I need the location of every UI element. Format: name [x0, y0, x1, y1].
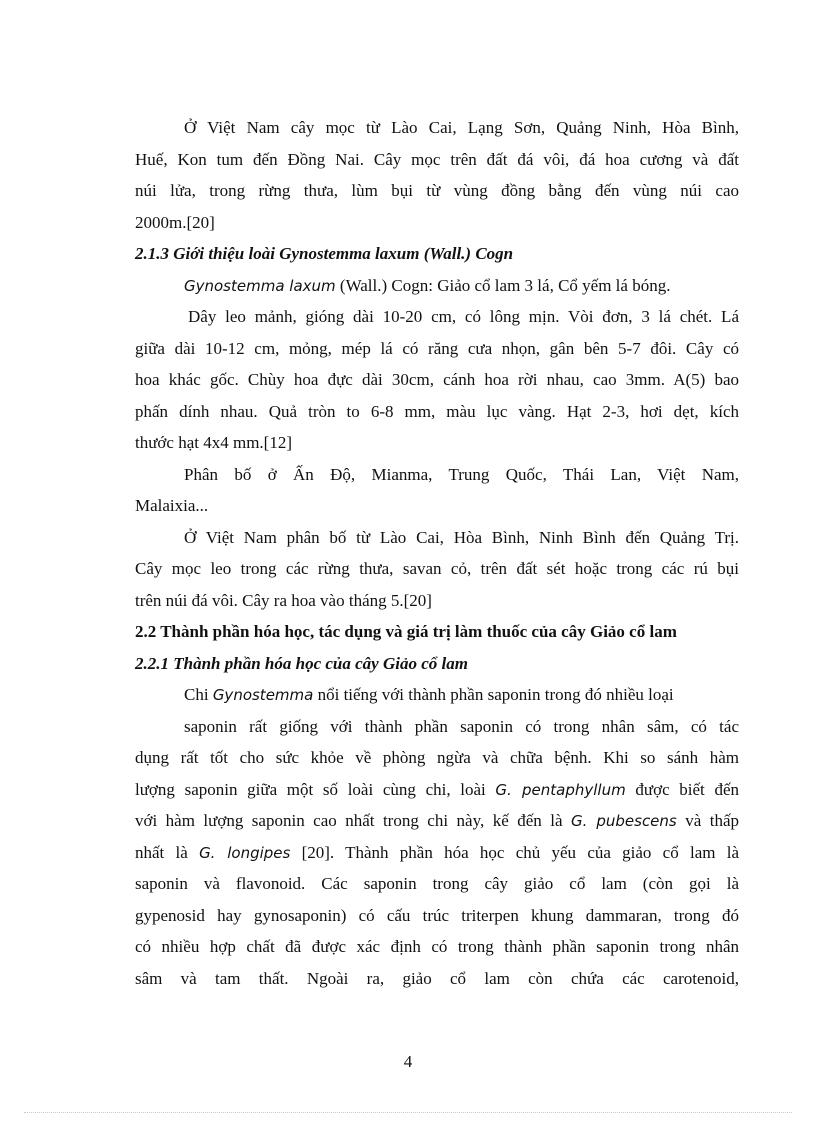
genus-name-italic: Gynostemma — [212, 686, 314, 704]
page-bottom-divider — [24, 1112, 792, 1113]
heading-2-2-1: 2.2.1 Thành phần hóa học của cây Giảo cổ lam — [135, 653, 468, 673]
paragraph-species-name — [135, 270, 739, 302]
heading-2-1-3-species: Gynostemma laxum (Wall.) Cogn — [279, 244, 514, 263]
paragraph-chemistry-line5 — [135, 837, 739, 869]
page-number: 4 — [403, 1052, 413, 1071]
paragraph-vn-range-line2: Cây mọc leo trong các rừng thưa, savan cỏ, trên đất sét hoặc trong các rú bụi — [135, 559, 739, 578]
species-pentaphyllum: G. pentaphyllum — [495, 780, 626, 799]
paragraph-distribution-line2: Malaixia... — [135, 496, 209, 515]
page-body — [135, 112, 739, 994]
chemistry-line3-c: được biết đến — [625, 779, 739, 799]
paragraph-vietnam-distribution-line2: Huế, Kon tum đến Đồng Nai. Cây mọc trên đất đá vôi, đá hoa cương và đất — [135, 149, 739, 169]
heading-2-1-3-prefix: 2.1.3 Giới thiệu loài — [135, 244, 280, 263]
chemistry-line3-a: lượng saponin giữa một số loài cùng chi, loài — [135, 779, 496, 799]
paragraph-chemistry-line4 — [135, 805, 739, 837]
paragraph-description-line4: phấn dính nhau. Quả tròn to 6-8 mm, màu lục vàng. Hạt 2-3, hơi dẹt, kích — [135, 401, 739, 421]
species-longipes: G. longipes — [199, 843, 291, 862]
paragraph-description-line5: thước hạt 4x4 mm.[12] — [135, 433, 293, 452]
paragraph-vietnam-distribution-line4: 2000m.[20] — [135, 212, 215, 232]
paragraph-vietnam-distribution-line1: Ở Việt Nam cây mọc từ Lào Cai, Lạng Sơn, Quảng Ninh, Hòa Bình, — [184, 118, 739, 137]
paragraph-chemistry-line2: dụng rất tốt cho sức khỏe về phòng ngừa và chữa bệnh. Khi so sánh hàm — [135, 748, 739, 767]
heading-2-2: 2.2 Thành phần hóa học, tác dụng và giá trị làm thuốc của cây Giảo cổ lam — [135, 622, 677, 641]
paragraph-description-line3: hoa khác gốc. Chùy hoa đực dài 30cm, cánh hoa rời nhau, cao 3mm. A(5) bao — [135, 370, 739, 389]
paragraph-chemistry-line7: gypenosid hay gynosaponin) có cấu trúc triterpen khung dammaran, trong đó — [135, 905, 739, 925]
species-name-italic: Gynostemma laxum — [184, 276, 336, 295]
chemistry-line5-c: [20]. Thành phần hóa học chủ yếu của giảo cổ lam là — [290, 842, 739, 862]
paragraph-chemistry-intro — [135, 679, 739, 711]
paragraph-vietnam-distribution-line3: núi lửa, trong rừng thưa, lùm bụi từ vùng đồng bằng đến vùng núi cao — [135, 181, 739, 200]
paragraph-distribution-line1: Phân bố ở Ấn Độ, Mianma, Trung Quốc, Thái Lan, Việt Nam, — [184, 464, 739, 484]
paragraph-description-line1: Dây leo mảnh, gióng dài 10-20 cm, có lông mịn. Vòi đơn, 3 lá chét. Lá — [188, 307, 739, 326]
paragraph-chemistry-line1: saponin rất giống với thành phần saponin có trong nhân sâm, có tác — [184, 716, 739, 736]
paragraph-chemistry-line3 — [135, 774, 739, 806]
paragraph-description-line2: giữa dài 10-12 cm, mỏng, mép lá có răng cưa nhọn, gân bên 5-7 đôi. Cây có — [135, 338, 739, 358]
paragraph-chemistry-line6: saponin và flavonoid. Các saponin trong cây giảo cổ lam (còn gọi là — [135, 874, 739, 893]
paragraph-chemistry-line8: có nhiều hợp chất đã được xác định có trong thành phần saponin trong nhân — [135, 937, 739, 956]
chemistry-line5-a: nhất là — [135, 842, 200, 862]
chemistry-intro-c: nổi tiếng với thành phần saponin trong đó nhiều loại — [313, 685, 674, 704]
paragraph-chemistry-line9: sâm và tam thất. Ngoài ra, giảo cổ lam còn chứa các carotenoid, — [135, 968, 739, 988]
chemistry-line4-c: và thấp — [676, 811, 739, 830]
paragraph-vn-range-line1: Ở Việt Nam phân bố từ Lào Cai, Hòa Bình, Ninh Bình đến Quảng Trị. — [184, 527, 739, 547]
heading-2-1-3 — [135, 238, 739, 270]
chemistry-intro-a: Chi — [184, 685, 213, 704]
chemistry-line4-a: với hàm lượng saponin cao nhất trong chi này, kế đến là — [135, 811, 571, 830]
paragraph-vn-range-line3: trên núi đá vôi. Cây ra hoa vào tháng 5.[20] — [135, 590, 432, 610]
species-common-names: (Wall.) Cogn: Giảo cổ lam 3 lá, Cổ yếm lá bóng. — [335, 275, 671, 295]
species-pubescens: G. pubescens — [570, 812, 677, 830]
